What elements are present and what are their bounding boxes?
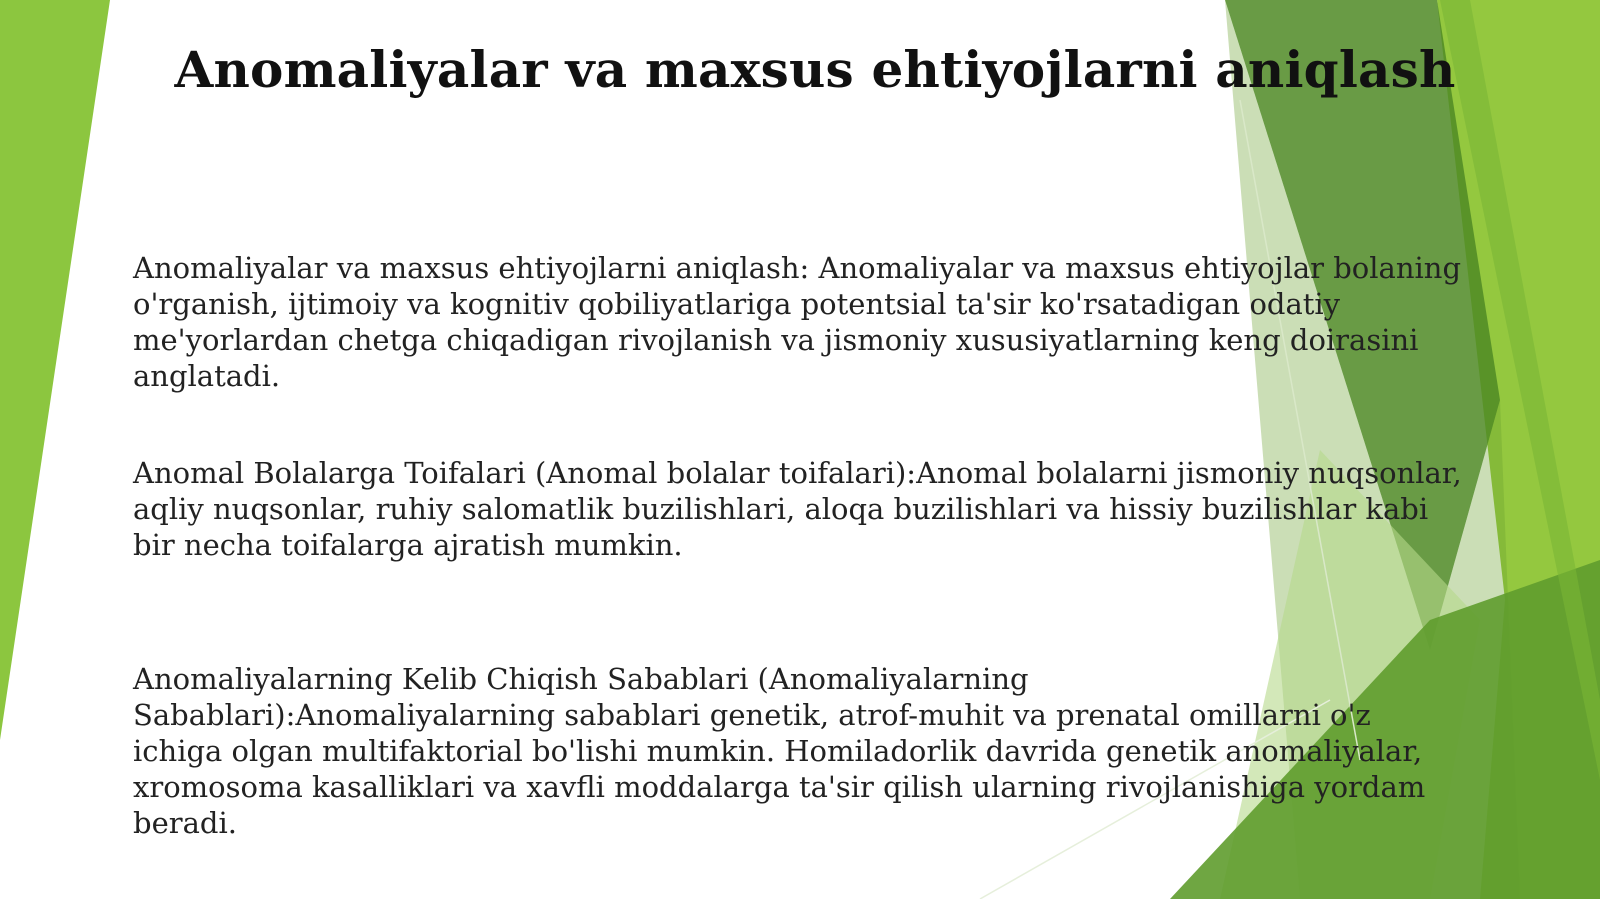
paragraph-categories: Anomal Bolalarga Toifalari (Anomal bolalar toifalari):Anomal bolalarni jismoniy nuqsonlar, aqliy nuqsonlar, ruhiy salomatlik buzilishlari, aloqa buzilishlari va hissiy buzilishlar kabi bir necha toifalarga ajratish mumkin. [133, 456, 1462, 562]
paragraph-causes: Anomaliyalarning Kelib Chiqish Sabablari (Anomaliyalarning Sabablari):Anomaliyalarning sabablari genetik, atrof-muhit va prenatal omillarni o'z ichiga olgan multifaktorial bo'lishi mumkin. Homiladorlik davrida genetik anomaliyalar, xromosoma kasalliklari va xavfli moddalarga ta'sir qilish ularning rivojlanishiga yordam beradi. [133, 662, 1426, 840]
left-green-strip [0, 0, 110, 740]
slide-title: Anomaliyalar va maxsus ehtiyojlarni aniqlash [174, 40, 1456, 99]
paragraph-definition: Anomaliyalar va maxsus ehtiyojlarni aniqlash: Anomaliyalar va maxsus ehtiyojlar bolaning o'rganish, ijtimoiy va kognitiv qobiliyatlariga potentsial ta'sir ko'rsatadigan odatiy me'yorlardan chetga chiqadigan rivojlanish va jismoniy xususiyatlarning keng doirasini anglatadi. [133, 251, 1462, 393]
